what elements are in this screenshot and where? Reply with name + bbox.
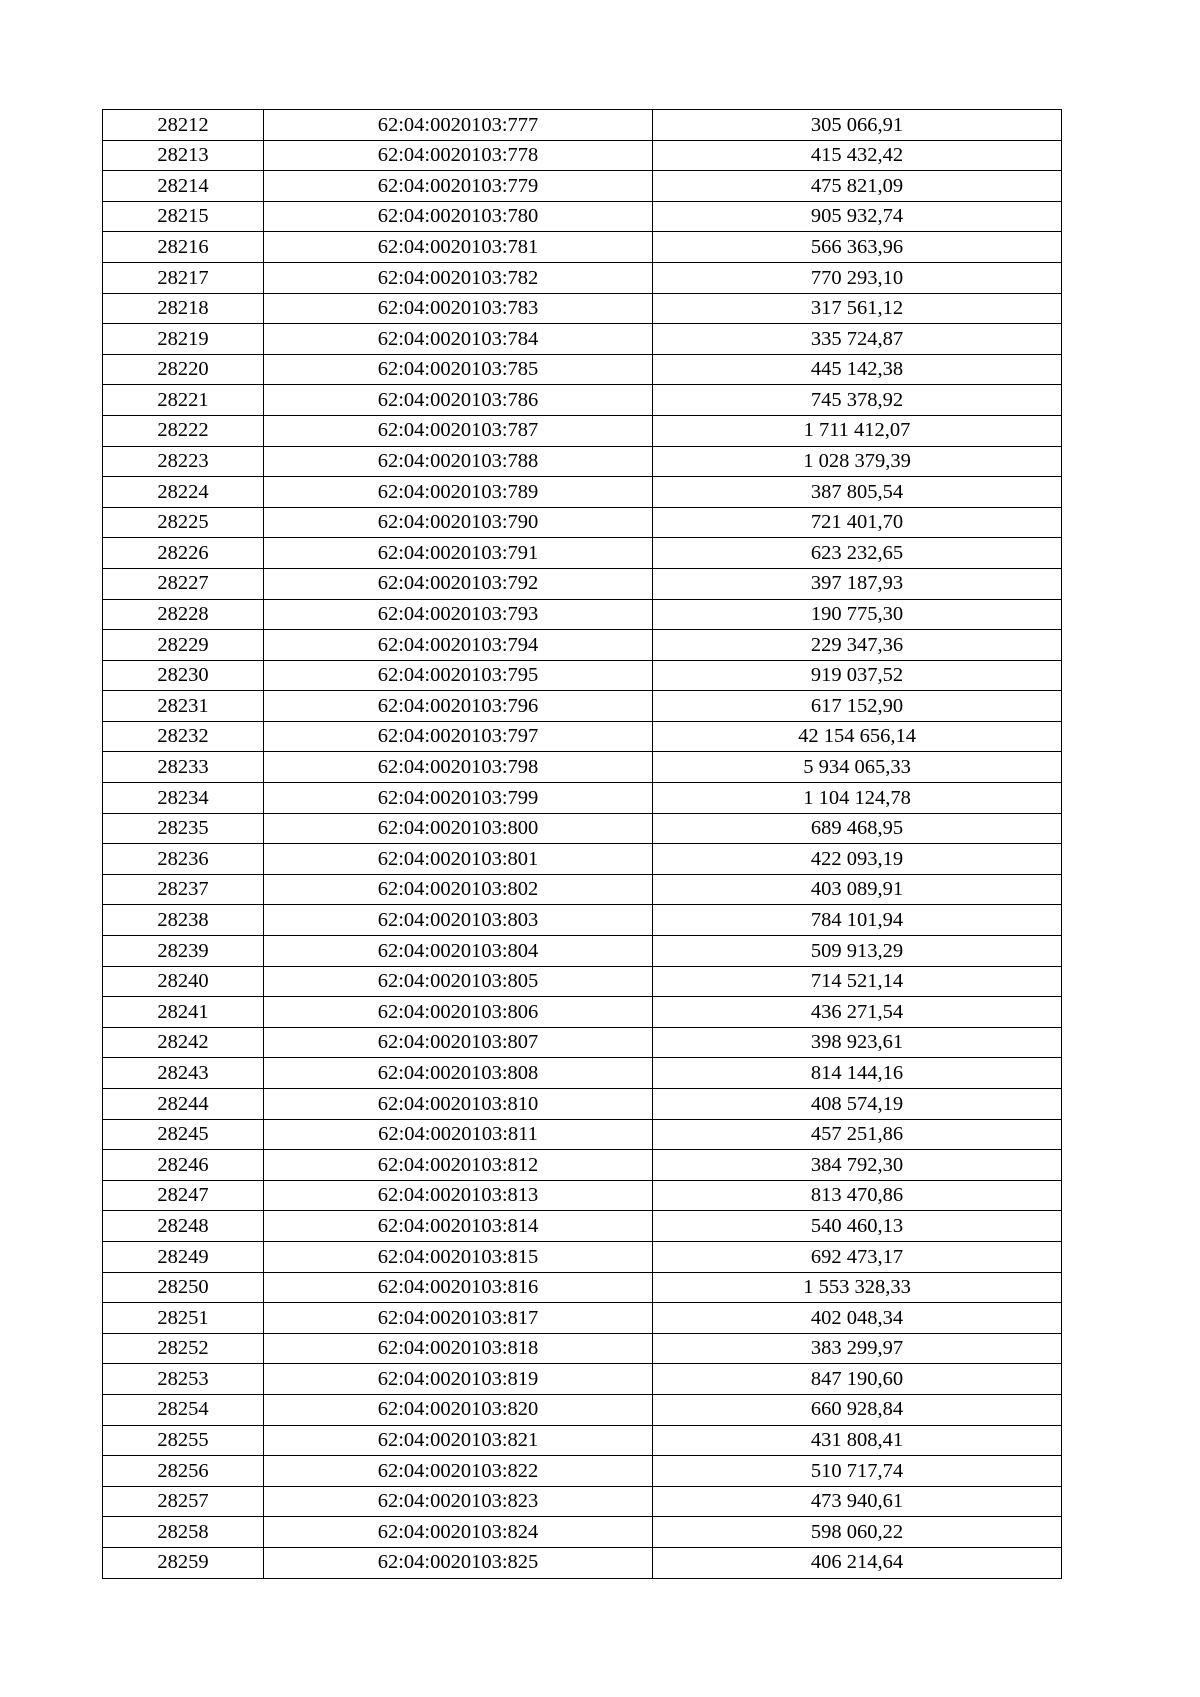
cadastral-value-cell: 1 028 379,39 (653, 446, 1062, 477)
cadastral-number-cell: 62:04:0020103:823 (264, 1486, 653, 1517)
table-row (103, 385, 1062, 416)
row-number-cell: 28241 (103, 997, 264, 1028)
table-row (103, 1456, 1062, 1487)
table-row (103, 691, 1062, 722)
row-number-cell: 28229 (103, 630, 264, 661)
cadastral-value-cell: 383 299,97 (653, 1333, 1062, 1364)
cadastral-value-cell: 784 101,94 (653, 905, 1062, 936)
cadastral-number-cell: 62:04:0020103:821 (264, 1425, 653, 1456)
row-number-cell: 28216 (103, 232, 264, 263)
row-number-cell: 28217 (103, 262, 264, 293)
table-body (103, 110, 1062, 1579)
cadastral-number-cell: 62:04:0020103:793 (264, 599, 653, 630)
table-row (103, 1425, 1062, 1456)
cadastral-number-cell: 62:04:0020103:806 (264, 997, 653, 1028)
cadastral-number-cell: 62:04:0020103:782 (264, 262, 653, 293)
cadastral-value-cell: 229 347,36 (653, 630, 1062, 661)
cadastral-number-cell: 62:04:0020103:784 (264, 324, 653, 355)
cadastral-value-cell: 1 553 328,33 (653, 1272, 1062, 1303)
table-row (103, 1211, 1062, 1242)
table-row (103, 936, 1062, 967)
table-row (103, 354, 1062, 385)
table-row (103, 660, 1062, 691)
cadastral-number-cell: 62:04:0020103:785 (264, 354, 653, 385)
row-number-cell: 28225 (103, 507, 264, 538)
table-row (103, 997, 1062, 1028)
table-row (103, 293, 1062, 324)
cadastral-value-cell: 403 089,91 (653, 874, 1062, 905)
row-number-cell: 28223 (103, 446, 264, 477)
cadastral-value-cell: 398 923,61 (653, 1027, 1062, 1058)
cadastral-number-cell: 62:04:0020103:789 (264, 477, 653, 508)
cadastral-number-cell: 62:04:0020103:815 (264, 1241, 653, 1272)
table-row (103, 507, 1062, 538)
table-row (103, 201, 1062, 232)
row-number-cell: 28258 (103, 1517, 264, 1548)
row-number-cell: 28240 (103, 966, 264, 997)
cadastral-number-cell: 62:04:0020103:783 (264, 293, 653, 324)
cadastral-number-cell: 62:04:0020103:810 (264, 1089, 653, 1120)
cadastral-number-cell: 62:04:0020103:780 (264, 201, 653, 232)
table-row (103, 966, 1062, 997)
cadastral-number-cell: 62:04:0020103:799 (264, 783, 653, 814)
cadastral-value-cell: 847 190,60 (653, 1364, 1062, 1395)
row-number-cell: 28231 (103, 691, 264, 722)
cadastral-value-cell: 387 805,54 (653, 477, 1062, 508)
row-number-cell: 28238 (103, 905, 264, 936)
row-number-cell: 28220 (103, 354, 264, 385)
table-row (103, 1303, 1062, 1334)
table-row (103, 1394, 1062, 1425)
row-number-cell: 28259 (103, 1547, 264, 1578)
table-row (103, 905, 1062, 936)
row-number-cell: 28234 (103, 783, 264, 814)
cadastral-number-cell: 62:04:0020103:797 (264, 721, 653, 752)
cadastral-number-cell: 62:04:0020103:814 (264, 1211, 653, 1242)
table-row (103, 1272, 1062, 1303)
table-row (103, 1119, 1062, 1150)
cadastral-value-cell: 5 934 065,33 (653, 752, 1062, 783)
cadastral-number-cell: 62:04:0020103:790 (264, 507, 653, 538)
cadastral-value-cell: 745 378,92 (653, 385, 1062, 416)
cadastral-value-cell: 473 940,61 (653, 1486, 1062, 1517)
row-number-cell: 28252 (103, 1333, 264, 1364)
cadastral-number-cell: 62:04:0020103:796 (264, 691, 653, 722)
cadastral-value-cell: 475 821,09 (653, 171, 1062, 202)
row-number-cell: 28235 (103, 813, 264, 844)
row-number-cell: 28251 (103, 1303, 264, 1334)
cadastral-value-cell: 42 154 656,14 (653, 721, 1062, 752)
row-number-cell: 28228 (103, 599, 264, 630)
cadastral-value-cell: 384 792,30 (653, 1150, 1062, 1181)
table-row (103, 1547, 1062, 1578)
table-row (103, 1089, 1062, 1120)
cadastral-value-cell: 540 460,13 (653, 1211, 1062, 1242)
cadastral-value-cell: 813 470,86 (653, 1180, 1062, 1211)
row-number-cell: 28233 (103, 752, 264, 783)
row-number-cell: 28212 (103, 110, 264, 141)
cadastral-value-cell: 436 271,54 (653, 997, 1062, 1028)
cadastral-number-cell: 62:04:0020103:786 (264, 385, 653, 416)
row-number-cell: 28236 (103, 844, 264, 875)
cadastral-number-cell: 62:04:0020103:822 (264, 1456, 653, 1487)
row-number-cell: 28226 (103, 538, 264, 569)
cadastral-number-cell: 62:04:0020103:803 (264, 905, 653, 936)
cadastral-value-cell: 660 928,84 (653, 1394, 1062, 1425)
cadastral-value-table (102, 109, 1062, 1579)
row-number-cell: 28222 (103, 415, 264, 446)
row-number-cell: 28242 (103, 1027, 264, 1058)
cadastral-value-cell: 692 473,17 (653, 1241, 1062, 1272)
cadastral-number-cell: 62:04:0020103:804 (264, 936, 653, 967)
cadastral-value-cell: 617 152,90 (653, 691, 1062, 722)
table-row (103, 630, 1062, 661)
cadastral-number-cell: 62:04:0020103:813 (264, 1180, 653, 1211)
row-number-cell: 28257 (103, 1486, 264, 1517)
cadastral-number-cell: 62:04:0020103:807 (264, 1027, 653, 1058)
cadastral-number-cell: 62:04:0020103:808 (264, 1058, 653, 1089)
table-row (103, 721, 1062, 752)
table-row (103, 1027, 1062, 1058)
row-number-cell: 28248 (103, 1211, 264, 1242)
cadastral-number-cell: 62:04:0020103:787 (264, 415, 653, 446)
cadastral-number-cell: 62:04:0020103:792 (264, 568, 653, 599)
cadastral-value-cell: 623 232,65 (653, 538, 1062, 569)
cadastral-value-cell: 919 037,52 (653, 660, 1062, 691)
row-number-cell: 28247 (103, 1180, 264, 1211)
cadastral-value-cell: 317 561,12 (653, 293, 1062, 324)
table-row (103, 171, 1062, 202)
cadastral-number-cell: 62:04:0020103:805 (264, 966, 653, 997)
cadastral-value-cell: 770 293,10 (653, 262, 1062, 293)
row-number-cell: 28255 (103, 1425, 264, 1456)
row-number-cell: 28245 (103, 1119, 264, 1150)
row-number-cell: 28221 (103, 385, 264, 416)
table-row (103, 1333, 1062, 1364)
cadastral-value-cell: 397 187,93 (653, 568, 1062, 599)
cadastral-number-cell: 62:04:0020103:817 (264, 1303, 653, 1334)
cadastral-value-cell: 408 574,19 (653, 1089, 1062, 1120)
row-number-cell: 28246 (103, 1150, 264, 1181)
table-row (103, 844, 1062, 875)
cadastral-value-cell: 305 066,91 (653, 110, 1062, 141)
cadastral-number-cell: 62:04:0020103:781 (264, 232, 653, 263)
table-row (103, 1486, 1062, 1517)
table-row (103, 1058, 1062, 1089)
cadastral-number-cell: 62:04:0020103:820 (264, 1394, 653, 1425)
table-row (103, 140, 1062, 171)
table-row (103, 110, 1062, 141)
table-row (103, 477, 1062, 508)
cadastral-value-cell: 721 401,70 (653, 507, 1062, 538)
table-row (103, 1364, 1062, 1395)
table-row (103, 1180, 1062, 1211)
cadastral-value-cell: 457 251,86 (653, 1119, 1062, 1150)
cadastral-number-cell: 62:04:0020103:794 (264, 630, 653, 661)
cadastral-number-cell: 62:04:0020103:798 (264, 752, 653, 783)
cadastral-number-cell: 62:04:0020103:795 (264, 660, 653, 691)
cadastral-value-cell: 509 913,29 (653, 936, 1062, 967)
row-number-cell: 28215 (103, 201, 264, 232)
cadastral-value-cell: 689 468,95 (653, 813, 1062, 844)
cadastral-value-cell: 445 142,38 (653, 354, 1062, 385)
cadastral-number-cell: 62:04:0020103:811 (264, 1119, 653, 1150)
table-row (103, 415, 1062, 446)
cadastral-number-cell: 62:04:0020103:824 (264, 1517, 653, 1548)
cadastral-number-cell: 62:04:0020103:812 (264, 1150, 653, 1181)
table-row (103, 446, 1062, 477)
row-number-cell: 28239 (103, 936, 264, 967)
cadastral-number-cell: 62:04:0020103:802 (264, 874, 653, 905)
table-row (103, 538, 1062, 569)
cadastral-number-cell: 62:04:0020103:818 (264, 1333, 653, 1364)
cadastral-number-cell: 62:04:0020103:816 (264, 1272, 653, 1303)
row-number-cell: 28232 (103, 721, 264, 752)
row-number-cell: 28218 (103, 293, 264, 324)
table-row (103, 568, 1062, 599)
cadastral-value-cell: 190 775,30 (653, 599, 1062, 630)
cadastral-value-cell: 714 521,14 (653, 966, 1062, 997)
table-row (103, 813, 1062, 844)
cadastral-number-cell: 62:04:0020103:801 (264, 844, 653, 875)
table-row (103, 783, 1062, 814)
table-row (103, 752, 1062, 783)
cadastral-value-cell: 905 932,74 (653, 201, 1062, 232)
cadastral-value-cell: 814 144,16 (653, 1058, 1062, 1089)
row-number-cell: 28244 (103, 1089, 264, 1120)
cadastral-value-cell: 415 432,42 (653, 140, 1062, 171)
cadastral-number-cell: 62:04:0020103:791 (264, 538, 653, 569)
cadastral-value-cell: 431 808,41 (653, 1425, 1062, 1456)
cadastral-number-cell: 62:04:0020103:788 (264, 446, 653, 477)
row-number-cell: 28256 (103, 1456, 264, 1487)
cadastral-number-cell: 62:04:0020103:800 (264, 813, 653, 844)
row-number-cell: 28213 (103, 140, 264, 171)
cadastral-number-cell: 62:04:0020103:778 (264, 140, 653, 171)
cadastral-value-cell: 566 363,96 (653, 232, 1062, 263)
cadastral-number-cell: 62:04:0020103:825 (264, 1547, 653, 1578)
table-row (103, 324, 1062, 355)
row-number-cell: 28243 (103, 1058, 264, 1089)
row-number-cell: 28214 (103, 171, 264, 202)
cadastral-value-cell: 1 711 412,07 (653, 415, 1062, 446)
row-number-cell: 28237 (103, 874, 264, 905)
row-number-cell: 28254 (103, 1394, 264, 1425)
cadastral-value-cell: 335 724,87 (653, 324, 1062, 355)
cadastral-value-cell: 598 060,22 (653, 1517, 1062, 1548)
cadastral-value-cell: 406 214,64 (653, 1547, 1062, 1578)
table-row (103, 232, 1062, 263)
table-row (103, 1150, 1062, 1181)
row-number-cell: 28219 (103, 324, 264, 355)
cadastral-value-cell: 402 048,34 (653, 1303, 1062, 1334)
table-row (103, 1241, 1062, 1272)
row-number-cell: 28230 (103, 660, 264, 691)
row-number-cell: 28227 (103, 568, 264, 599)
row-number-cell: 28224 (103, 477, 264, 508)
cadastral-number-cell: 62:04:0020103:779 (264, 171, 653, 202)
cadastral-value-cell: 510 717,74 (653, 1456, 1062, 1487)
cadastral-value-cell: 1 104 124,78 (653, 783, 1062, 814)
table-row (103, 1517, 1062, 1548)
row-number-cell: 28253 (103, 1364, 264, 1395)
row-number-cell: 28249 (103, 1241, 264, 1272)
table-row (103, 262, 1062, 293)
table-row (103, 874, 1062, 905)
cadastral-value-cell: 422 093,19 (653, 844, 1062, 875)
cadastral-number-cell: 62:04:0020103:777 (264, 110, 653, 141)
cadastral-number-cell: 62:04:0020103:819 (264, 1364, 653, 1395)
row-number-cell: 28250 (103, 1272, 264, 1303)
table-row (103, 599, 1062, 630)
